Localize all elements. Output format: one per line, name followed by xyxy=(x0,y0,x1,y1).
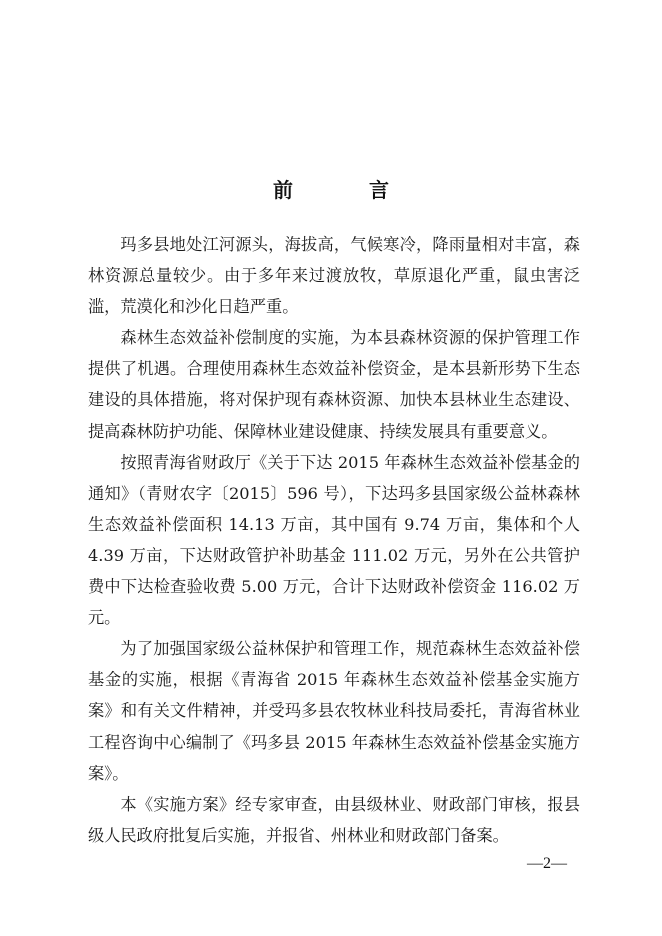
paragraph-compensation-significance: 森林生态效益补偿制度的实施，为本县森林资源的保护管理工作提供了机遇。合理使用森林生态效益补偿资金，是本县新形势下生态建设的具体措施，将对保护现有森林资源、加快本县林业生态建设、提高森林防护功能、保障林业建设健康、持续发展具有重要意义。 xyxy=(88,328,580,441)
page-title: 前 言 xyxy=(273,178,417,202)
paragraph-location-overview: 玛多县地处江河源头，海拔高，气候寒冷，降雨量相对丰富，森林资源总量较少。由于多年来过渡放牧，草原退化严重，鼠虫害泛滥，荒漠化和沙化日趋严重。 xyxy=(88,235,580,317)
paragraph-plan-preparation: 为了加强国家级公益林保护和管理工作，规范森林生态效益补偿基金的实施，根据《青海省 2015 年森林生态效益补偿基金实施方案》和有关文件精神，并受玛多县农牧林业科技局委托，青海省林业工程咨询中心编制了《玛多县 2015 年森林生态效益补偿基金实施方案》。 xyxy=(88,639,580,783)
preface-body xyxy=(88,229,580,851)
paragraph-approval-process: 本《实施方案》经专家审查，由县级林业、财政部门审核，报县级人民政府批复后实施，并报省、州林业和财政部门备案。 xyxy=(88,794,580,845)
page-number: —2— xyxy=(527,855,567,872)
paragraph-funding-details: 按照青海省财政厅《关于下达 2015 年森林生态效益补偿基金的通知》（青财农字〔2015〕596 号），下达玛多县国家级公益林森林生态效益补偿面积 14.13 万亩，其中国有 9.74 万亩，集体和个人 4.39 万亩，下达财政管护补助基金 111.02 万元，另外在公共管护费中下达检查验收费 5.00 万元，合计下达财政补偿资金 116.02 万元。 xyxy=(88,452,580,628)
